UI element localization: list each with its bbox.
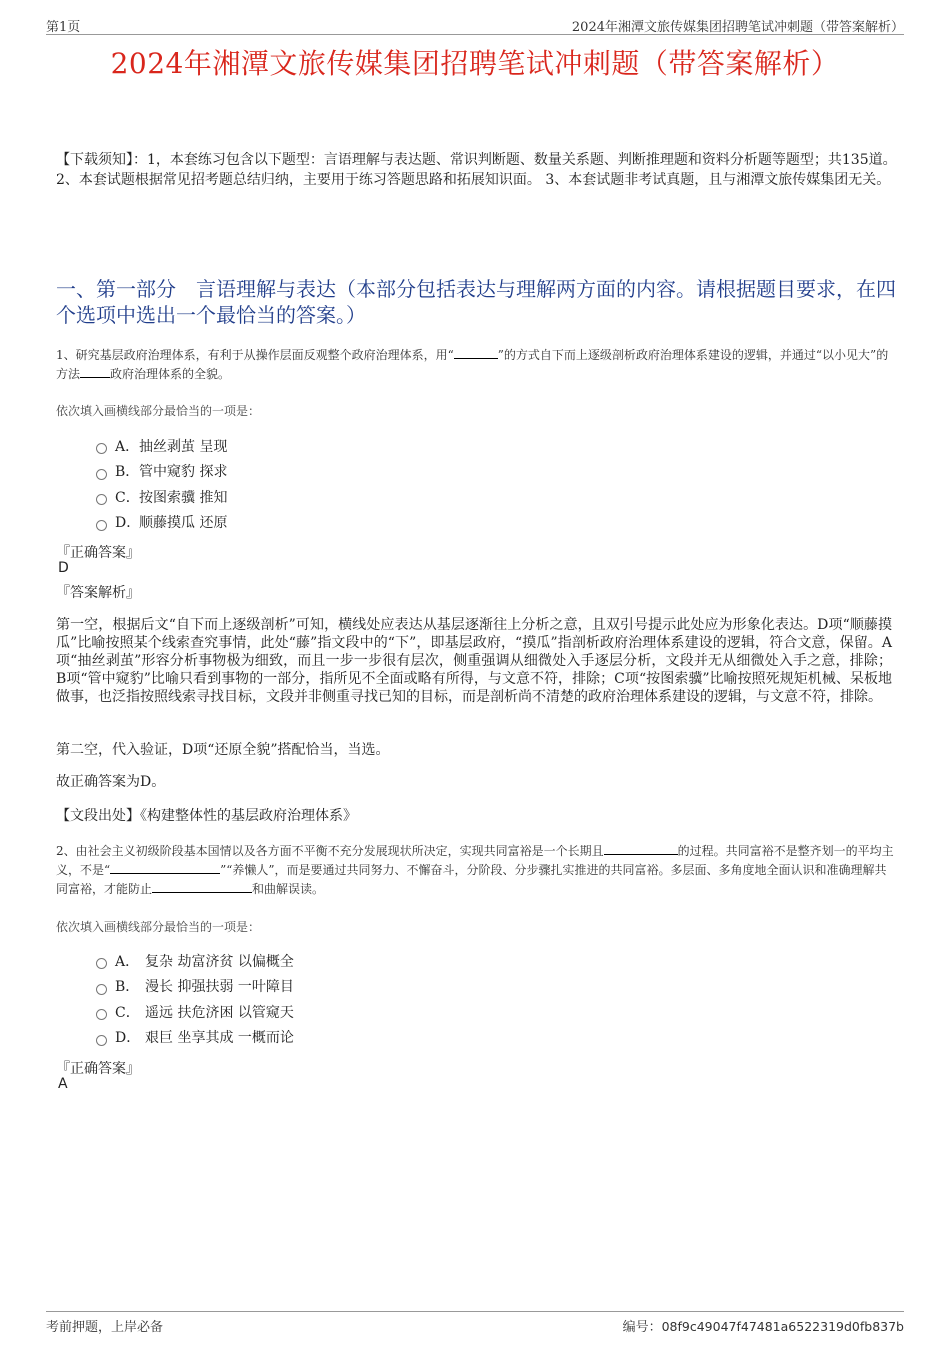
correct-answer: D [58, 560, 69, 576]
section-title: 一、第一部分 言语理解与表达（本部分包括表达与理解两方面的内容。请根据题目要求，在四个选项中选出一个最恰当的答案。） [56, 277, 896, 327]
analysis-conclusion: 故正确答案为D。 [56, 774, 166, 790]
question-2-text: 2、由社会主义初级阶段基本国情以及各方面不平衡不充分发展现状所决定，实现共同富裕是一个长期且 的过程。共同富裕不是整齐划一的平均主义，不是“ ”“养懒人”，而是要通过共同努力、不懈奋斗，分阶段、分步骤扎实推进的共同富裕。多层面、多角度地全面认识和准确理解共同富裕，才能防止 和曲解误读。 [56, 844, 894, 896]
page-header [46, 14, 904, 35]
option-d[interactable]: D． 顺藤摸瓜 还原 [96, 510, 596, 536]
question-1-instruction: 依次填入画横线部分最恰当的一项是： [56, 404, 261, 418]
radio-button[interactable] [96, 469, 107, 480]
download-notice: 【下载须知】：1，本套练习包含以下题型：言语理解与表达题、常识判断题、数量关系题、判断推理题和资料分析题等题型；共135道。 2、本套试题根据常见招考题总结归纳，主要用于练习答题思路和拓展知识面。 3、本套试题非考试真题，且与湘潭文旅传媒集团无关。 [56, 152, 897, 188]
radio-button[interactable] [96, 443, 107, 454]
answer-label: 『正确答案』 [56, 545, 140, 561]
radio-button[interactable] [96, 1035, 107, 1046]
option-a[interactable]: A． 抽丝剥茧 呈现 [96, 433, 596, 459]
option-c[interactable]: C． 遥远 扶危济困 以管窥天 [96, 999, 596, 1025]
question-2-instruction: 依次填入画横线部分最恰当的一项是： [56, 920, 261, 934]
answer-label: 『正确答案』 [56, 1061, 140, 1077]
radio-button[interactable] [96, 984, 107, 995]
option-d[interactable]: D． 艰巨 坐享其成 一概而论 [96, 1025, 596, 1051]
radio-button[interactable] [96, 958, 107, 969]
question-1-text: 1、研究基层政府治理体系，有利于从操作层面反观整个政府治理体系，用“ ”的方式自下而上逐级剖析政府治理体系建设的逻辑，并通过“以小见大”的方法 政府治理体系的全貌。 [56, 348, 889, 381]
blank [604, 842, 678, 855]
option-b[interactable]: B． 漫长 抑强扶弱 一叶障目 [96, 974, 596, 1000]
header-doc-title: 2024年湘潭文旅传媒集团招聘笔试冲刺题（带答案解析） [571, 20, 904, 35]
analysis-paragraph: 第一空，根据后文“自下而上逐级剖析”可知，横线处应表达从基层逐渐往上分析之意，且双引号提示此处应为形象化表达。D项“顺藤摸瓜”比喻按照某个线索查究事情，此处“藤”指文段中的“下”，即基层政府，“摸瓜”指剖析政府治理体系建设的逻辑，符合文意，保留。A项“抽丝剥茧”形容分析事物极为细致，而且一步一步很有层次，侧重强调从细微处入手逐层分析，文段并无从细微处入手之意，排除；B项“管中窥豹”比喻只看到事物的一部分，指所见不全面或略有所得，与文意不符，排除；C项“按图索骥”比喻按照死规矩机械、呆板地做事，也泛指按照线索寻找目标，文段并非侧重寻找已知的目标，而是剖析尚不清楚的政府治理体系建设的逻辑，与文意不符，排除。 [56, 617, 892, 705]
document-title: 2024年湘潭文旅传媒集团招聘笔试冲刺题（带答案解析） [110, 47, 840, 80]
correct-answer: A [58, 1076, 68, 1092]
footer-code: 编号：08f9c49047f47481a6522319d0fb837b [622, 1319, 904, 1335]
radio-button[interactable] [96, 494, 107, 505]
page-footer [46, 1311, 904, 1334]
question-2-options [96, 948, 596, 1050]
source-citation: 【文段出处】《构建整体性的基层政府治理体系》 [56, 808, 357, 824]
page-number: 第1页 [46, 20, 81, 35]
radio-button[interactable] [96, 1009, 107, 1020]
analysis-label: 『答案解析』 [56, 585, 140, 601]
question-1-options [96, 433, 596, 535]
blank [110, 861, 220, 874]
radio-button[interactable] [96, 520, 107, 531]
analysis-paragraph: 第二空，代入验证，D项“还原全貌”搭配恰当，当选。 [56, 742, 390, 758]
option-c[interactable]: C． 按图索骥 推知 [96, 484, 596, 510]
blank [152, 880, 252, 893]
blank [80, 365, 110, 378]
option-b[interactable]: B． 管中窥豹 探求 [96, 459, 596, 485]
footer-slogan: 考前押题，上岸必备 [46, 1320, 164, 1335]
option-a[interactable]: A． 复杂 劫富济贫 以偏概全 [96, 948, 596, 974]
blank [454, 346, 498, 359]
